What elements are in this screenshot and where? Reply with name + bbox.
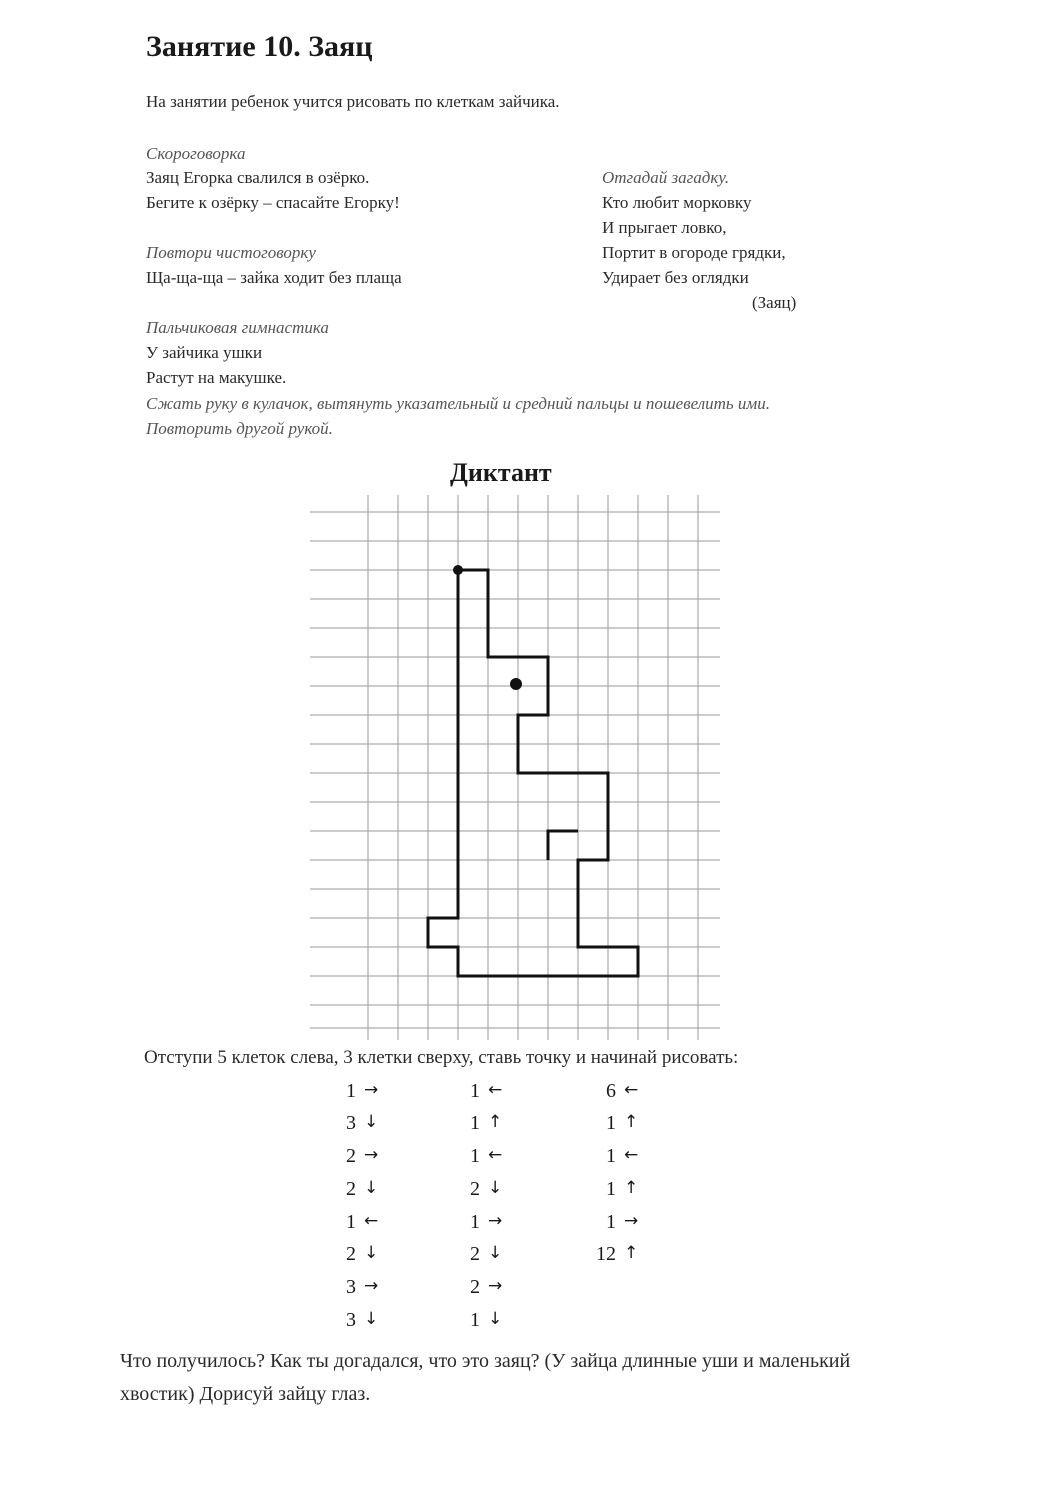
step-count: 2 [346,1145,356,1167]
step-count: 3 [346,1309,356,1331]
arrow-icon: ← [624,1145,639,1165]
direction-step [320,1243,400,1271]
hare-eye [510,678,522,690]
arrow-icon: ← [364,1211,379,1231]
direction-step [444,1211,524,1239]
finger-gym-instruction: Сжать руку в кулачок, вытянуть указательный и средний пальцы и пошевелить ими. [146,394,770,413]
arrow-icon: → [488,1276,503,1296]
arrow-icon: ↓ [364,1112,379,1132]
step-count: 1 [606,1211,616,1233]
step-count: 1 [346,1080,356,1102]
direction-step [320,1309,400,1337]
step-count: 2 [346,1243,356,1265]
step-count: 3 [346,1112,356,1134]
pure-phrase-line: Ща-ща-ща – зайка ходит без плаща [146,268,402,287]
arrow-icon: → [364,1145,379,1165]
arrow-icon: ↓ [488,1309,503,1329]
page-title: Занятие 10. Заяц [146,30,373,63]
arrow-icon: ← [488,1145,503,1165]
step-count: 2 [346,1178,356,1200]
direction-step [320,1112,400,1140]
direction-step [320,1178,400,1206]
direction-step [444,1309,524,1337]
direction-step [580,1112,660,1140]
intro-text: На занятии ребенок учится рисовать по клеткам зайчика. [146,92,560,111]
step-count: 12 [596,1243,616,1265]
direction-step [580,1243,660,1271]
riddle-line: И прыгает ловко, [602,218,727,237]
riddle-line: Кто любит морковку [602,193,752,212]
step-count: 1 [470,1211,480,1233]
step-count: 2 [470,1178,480,1200]
arrow-icon: ↑ [624,1243,639,1263]
direction-step [444,1112,524,1140]
step-count: 6 [606,1080,616,1102]
arrow-icon: → [364,1276,379,1296]
start-point [453,565,463,575]
pure-phrase-heading: Повтори чистоговорку [146,243,316,262]
riddle-heading: Отгадай загадку. [602,168,730,187]
direction-step [444,1276,524,1304]
hare-tail [548,831,578,860]
arrow-icon: ↓ [488,1243,503,1263]
riddle-line: Портит в огороде грядки, [602,243,786,262]
arrow-icon: → [624,1211,639,1231]
finger-gym-instruction: Повторить другой рукой. [146,419,333,438]
direction-step [580,1211,660,1239]
step-count: 1 [346,1211,356,1233]
finger-gym-line: Растут на макушке. [146,368,287,387]
closing-question: Что получилось? Как ты догадался, что это заяц? (У зайца длинные уши и маленький хвостик) Дорисуй зайцу глаз. [120,1350,851,1405]
direction-step [580,1145,660,1173]
step-count: 2 [470,1276,480,1298]
finger-gym-heading: Пальчиковая гимнастика [146,318,329,337]
tongue-twister-heading: Скороговорка [146,144,246,163]
direction-step [444,1178,524,1206]
arrow-icon: ↑ [488,1112,503,1132]
direction-step [444,1145,524,1173]
direction-step [580,1178,660,1206]
step-count: 1 [470,1080,480,1102]
arrow-icon: → [364,1080,379,1100]
arrow-icon: ← [624,1080,639,1100]
direction-step [320,1080,400,1108]
riddle-line: Удирает без оглядки [602,268,749,287]
dictation-grid [300,495,730,1040]
step-count: 1 [470,1112,480,1134]
step-count: 1 [470,1309,480,1331]
direction-step [444,1080,524,1108]
direction-step [320,1145,400,1173]
riddle-answer: (Заяц) [752,293,797,312]
step-count: 1 [470,1145,480,1167]
direction-step [580,1080,660,1108]
arrow-icon: ↑ [624,1112,639,1132]
tongue-twister-line: Заяц Егорка свалился в озёрко. [146,168,370,187]
arrow-icon: ↓ [488,1178,503,1198]
step-count: 1 [606,1178,616,1200]
arrow-icon: ↓ [364,1309,379,1329]
arrow-icon: ↓ [364,1178,379,1198]
direction-step [320,1276,400,1304]
hare-outline [428,570,638,976]
step-count: 2 [470,1243,480,1265]
tongue-twister-line: Бегите к озёрку – спасайте Егорку! [146,193,400,212]
step-count: 3 [346,1276,356,1298]
arrow-icon: ↓ [364,1243,379,1263]
step-count: 1 [606,1145,616,1167]
finger-gym-line: У зайчика ушки [146,343,263,362]
direction-step [320,1211,400,1239]
step-count: 1 [606,1112,616,1134]
arrow-icon: ↑ [624,1178,639,1198]
direction-step [444,1243,524,1271]
arrow-icon: ← [488,1080,503,1100]
arrow-icon: → [488,1211,503,1231]
dictation-start-instruction: Отступи 5 клеток слева, 3 клетки сверху, ставь точку и начинай рисовать: [144,1047,739,1068]
dictation-title: Диктант [450,458,552,487]
